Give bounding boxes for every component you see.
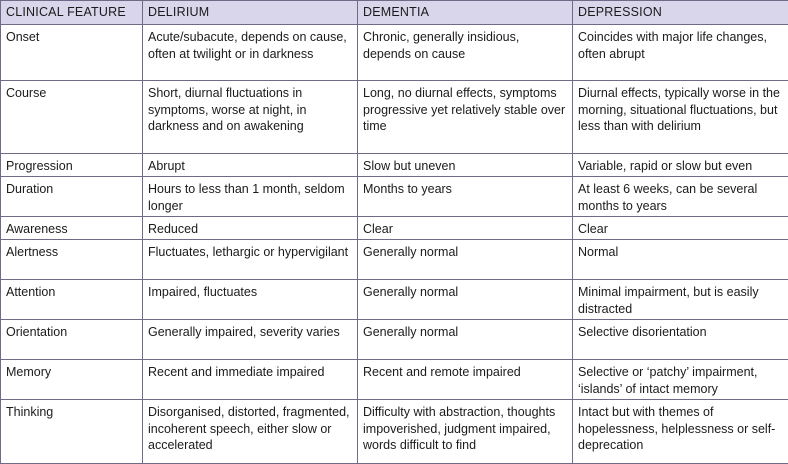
depression-cell: Normal <box>573 240 788 280</box>
feature-cell: Duration <box>1 177 143 217</box>
feature-cell: Alertness <box>1 240 143 280</box>
delirium-cell: Abrupt <box>143 154 358 177</box>
depression-cell: Intact but with themes of hopelessness, helplessness or self-deprecation <box>573 400 788 464</box>
delirium-cell: Short, diurnal fluctuations in symptoms, worse at night, in darkness and on awakening <box>143 81 358 154</box>
delirium-cell: Impaired, fluctuates <box>143 280 358 320</box>
dementia-cell: Chronic, generally insidious, depends on cause <box>358 25 573 81</box>
dementia-cell: Generally normal <box>358 280 573 320</box>
table-row-thinking <box>1 400 788 464</box>
header-clinical-feature: CLINICAL FEATURE <box>1 1 143 25</box>
header-dementia: DEMENTIA <box>358 1 573 25</box>
table-row-course <box>1 81 788 154</box>
table-row-onset <box>1 25 788 81</box>
depression-cell: Coincides with major life changes, often abrupt <box>573 25 788 81</box>
depression-cell: At least 6 weeks, can be several months to years <box>573 177 788 217</box>
delirium-cell: Hours to less than 1 month, seldom longer <box>143 177 358 217</box>
feature-cell: Onset <box>1 25 143 81</box>
table-row-orientation <box>1 320 788 360</box>
header-delirium: DELIRIUM <box>143 1 358 25</box>
table-row-attention <box>1 280 788 320</box>
delirium-cell: Generally impaired, severity varies <box>143 320 358 360</box>
feature-cell: Attention <box>1 280 143 320</box>
delirium-cell: Recent and immediate impaired <box>143 360 358 400</box>
table-row-duration <box>1 177 788 217</box>
feature-cell: Memory <box>1 360 143 400</box>
feature-cell: Awareness <box>1 217 143 240</box>
depression-cell: Diurnal effects, typically worse in the morning, situational fluctuations, but less than with delirium <box>573 81 788 154</box>
table-row-alertness <box>1 240 788 280</box>
dementia-cell: Difficulty with abstraction, thoughts impoverished, judgment impaired, words difficult to find <box>358 400 573 464</box>
feature-cell: Thinking <box>1 400 143 464</box>
header-depression: DEPRESSION <box>573 1 788 25</box>
table-row-memory <box>1 360 788 400</box>
feature-cell: Orientation <box>1 320 143 360</box>
depression-cell: Selective disorientation <box>573 320 788 360</box>
table-row-awareness <box>1 217 788 240</box>
depression-cell: Clear <box>573 217 788 240</box>
delirium-cell: Disorganised, distorted, fragmented, incoherent speech, either slow or accelerated <box>143 400 358 464</box>
dementia-cell: Months to years <box>358 177 573 217</box>
delirium-cell: Acute/subacute, depends on cause, often at twilight or in darkness <box>143 25 358 81</box>
depression-cell: Selective or ‘patchy’ impairment, ‘islands’ of intact memory <box>573 360 788 400</box>
table-row-progression <box>1 154 788 177</box>
dementia-cell: Clear <box>358 217 573 240</box>
dementia-cell: Recent and remote impaired <box>358 360 573 400</box>
dementia-cell: Generally normal <box>358 320 573 360</box>
depression-cell: Minimal impairment, but is easily distracted <box>573 280 788 320</box>
dementia-cell: Slow but uneven <box>358 154 573 177</box>
header-row <box>1 1 788 25</box>
delirium-cell: Reduced <box>143 217 358 240</box>
dementia-cell: Long, no diurnal effects, symptoms progressive yet relatively stable over time <box>358 81 573 154</box>
feature-cell: Progression <box>1 154 143 177</box>
delirium-cell: Fluctuates, lethargic or hypervigilant <box>143 240 358 280</box>
feature-cell: Course <box>1 81 143 154</box>
depression-cell: Variable, rapid or slow but even <box>573 154 788 177</box>
dementia-cell: Generally normal <box>358 240 573 280</box>
